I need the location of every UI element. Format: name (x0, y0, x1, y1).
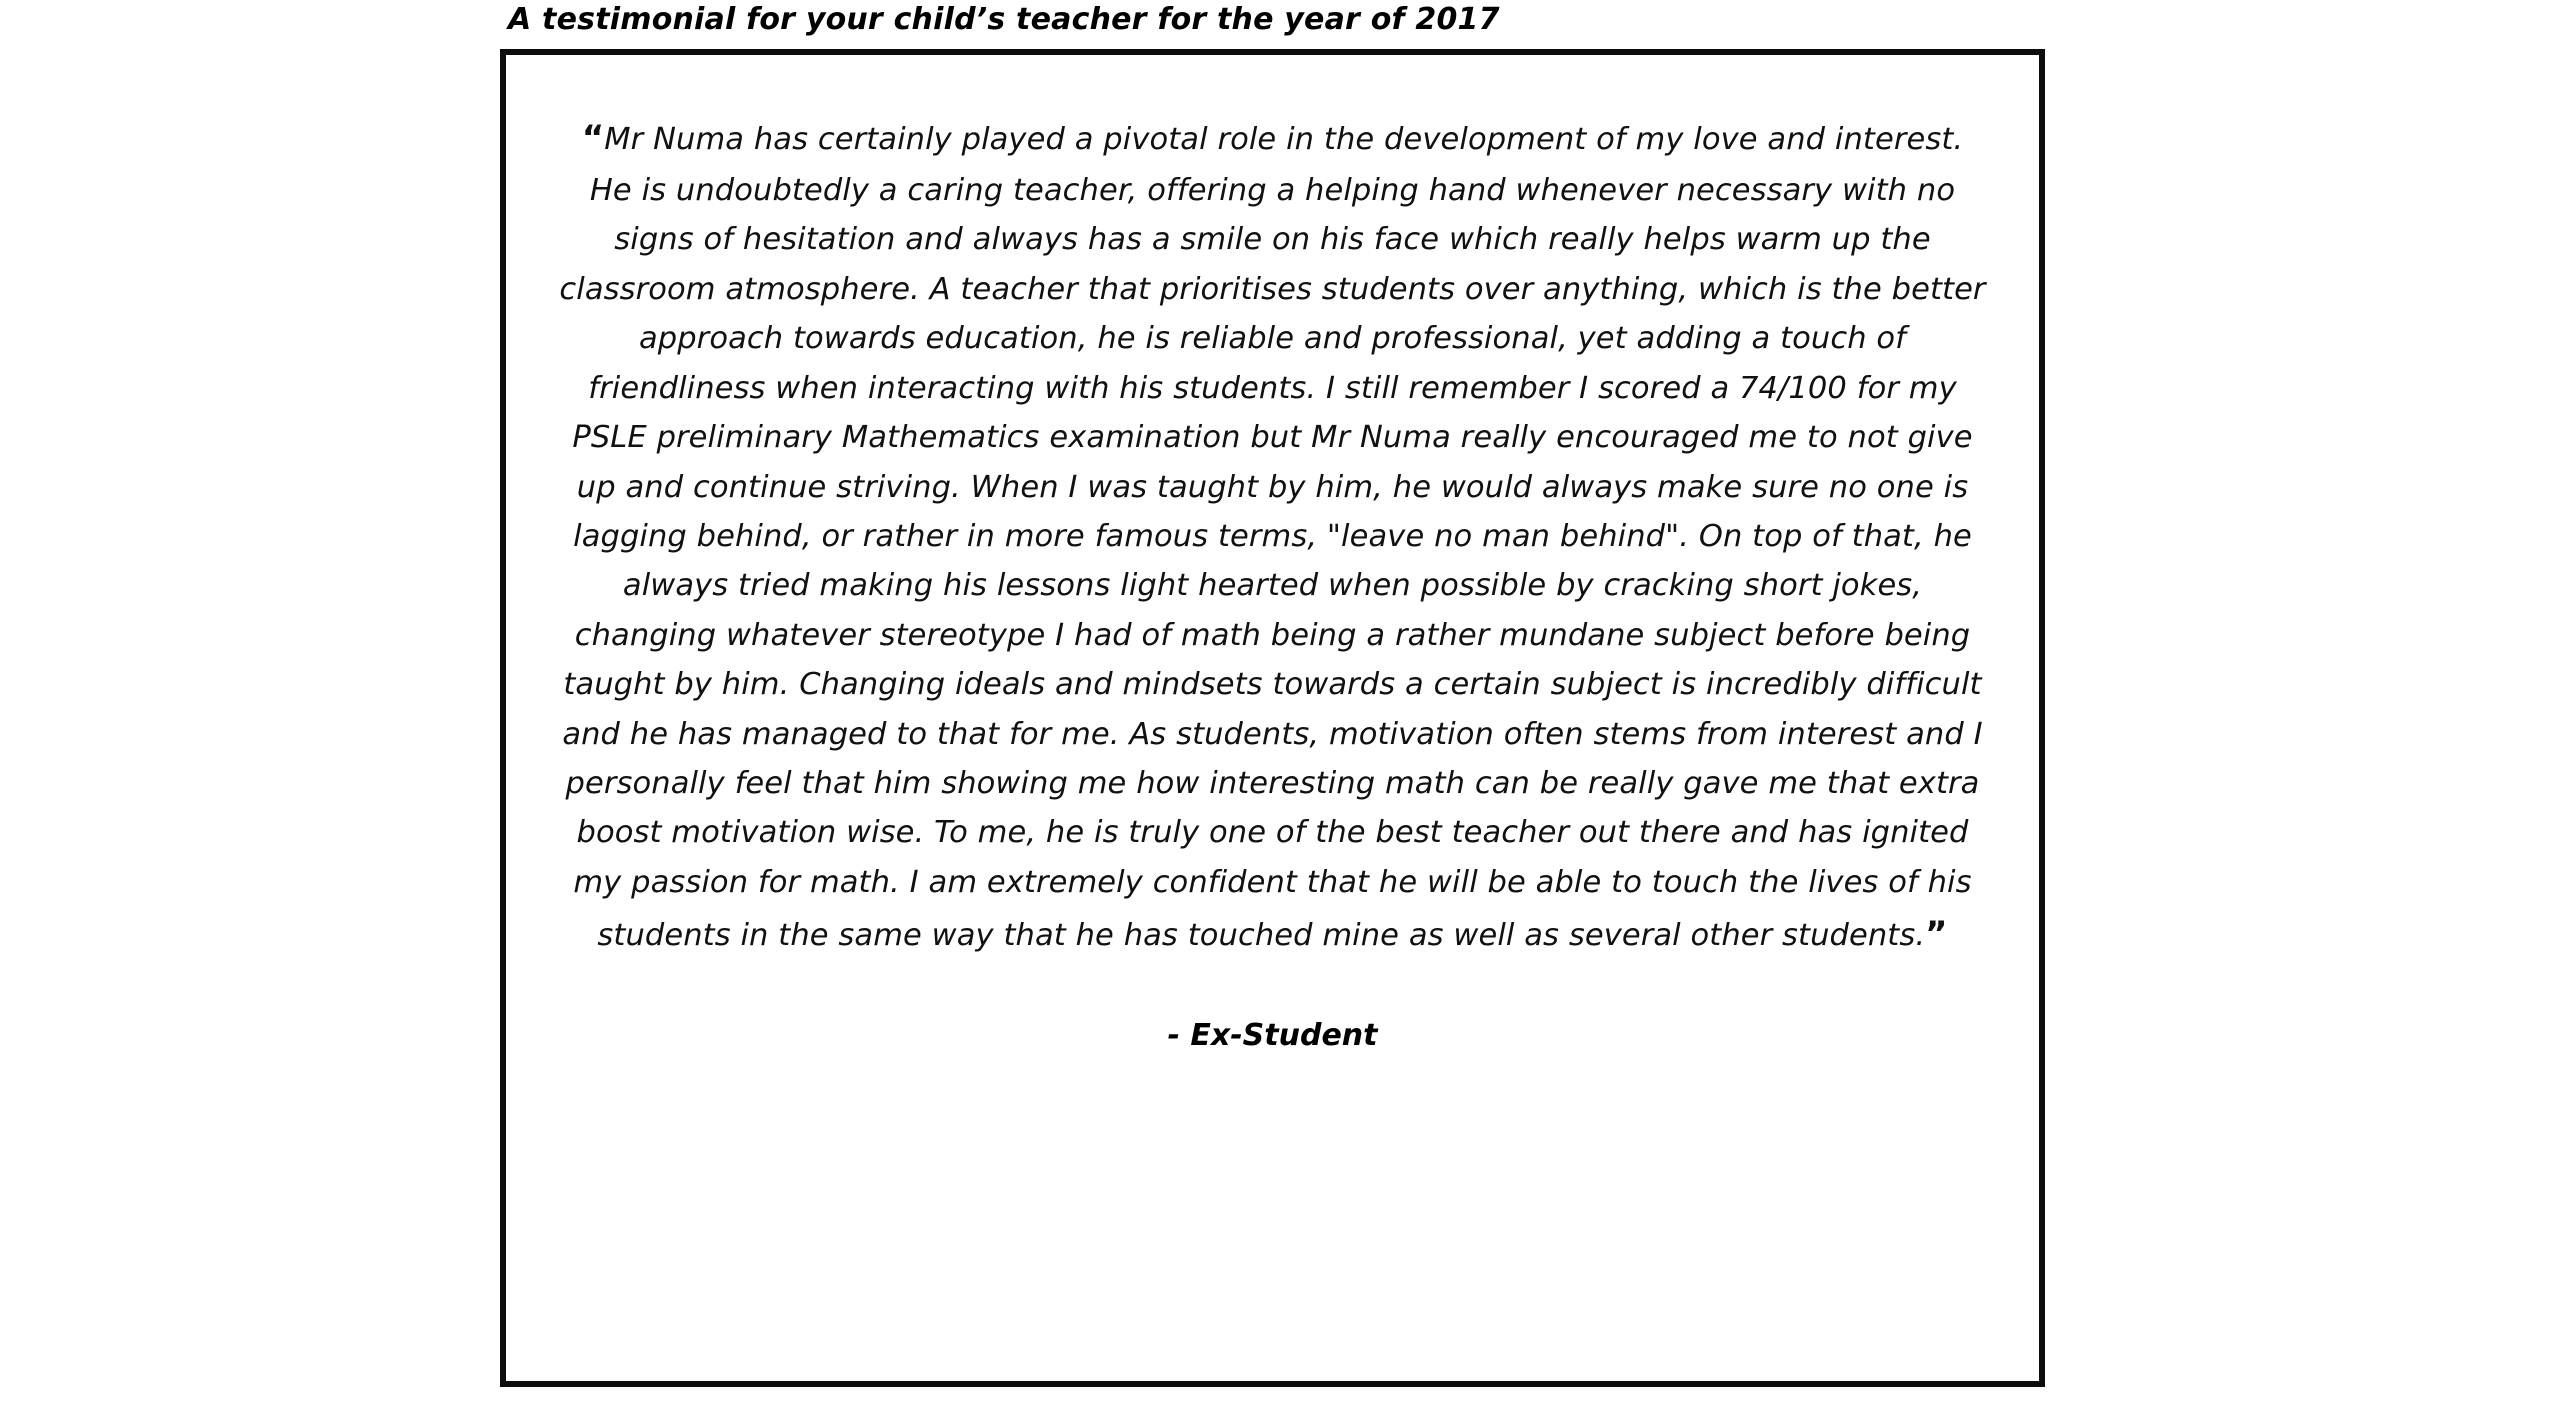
page-title: A testimonial for your child’s teacher for the year of 2017 (508, 2, 1500, 37)
testimonial-attribution: - Ex-Student (1167, 1018, 1378, 1054)
testimonial-card (500, 49, 2045, 1387)
testimonial-section (500, 0, 2070, 1387)
testimonial-body-text: Mr Numa has certainly played a pivotal role in the development of my love and interest. He is undoubtedly a caring teacher, offering a helping hand whenever necessary with no signs of hesitation and always has a smile on his face which really helps warm up the classroom atmosphere. A teacher that prioritises students over anything, which is the better approach towards education, he is reliable and professional, yet adding a touch of friendliness when interacting with his students. I still remember I scored a 74/100 for my PSLE preliminary Mathematics examination but Mr Numa really encouraged me to not give up and continue striving. When I was taught by him, he would always make sure no one is lagging behind, or rather in more famous terms, "leave no man behind". On top of that, he always tried making his lessons light hearted when possible by cracking short jokes, changing whatever stereotype I had of math being a rather mundane subject before being taught by him. Changing ideals and mindsets towards a certain subject is incredibly difficult and he has managed to that for me. As students, motivation often stems from interest and I personally feel that him showing me how interesting math can be really gave me that extra boost motivation wise. To me, he is truly one of the best teacher out there and has ignited my passion for math. I am extremely confident that he will be able to touch the lives of his students in the same way that he has touched mine as well as several other students. (559, 122, 1986, 954)
testimonial-text (558, 111, 1987, 962)
open-quote-mark: “ (581, 118, 605, 158)
close-quote-mark: ” (1925, 914, 1948, 955)
